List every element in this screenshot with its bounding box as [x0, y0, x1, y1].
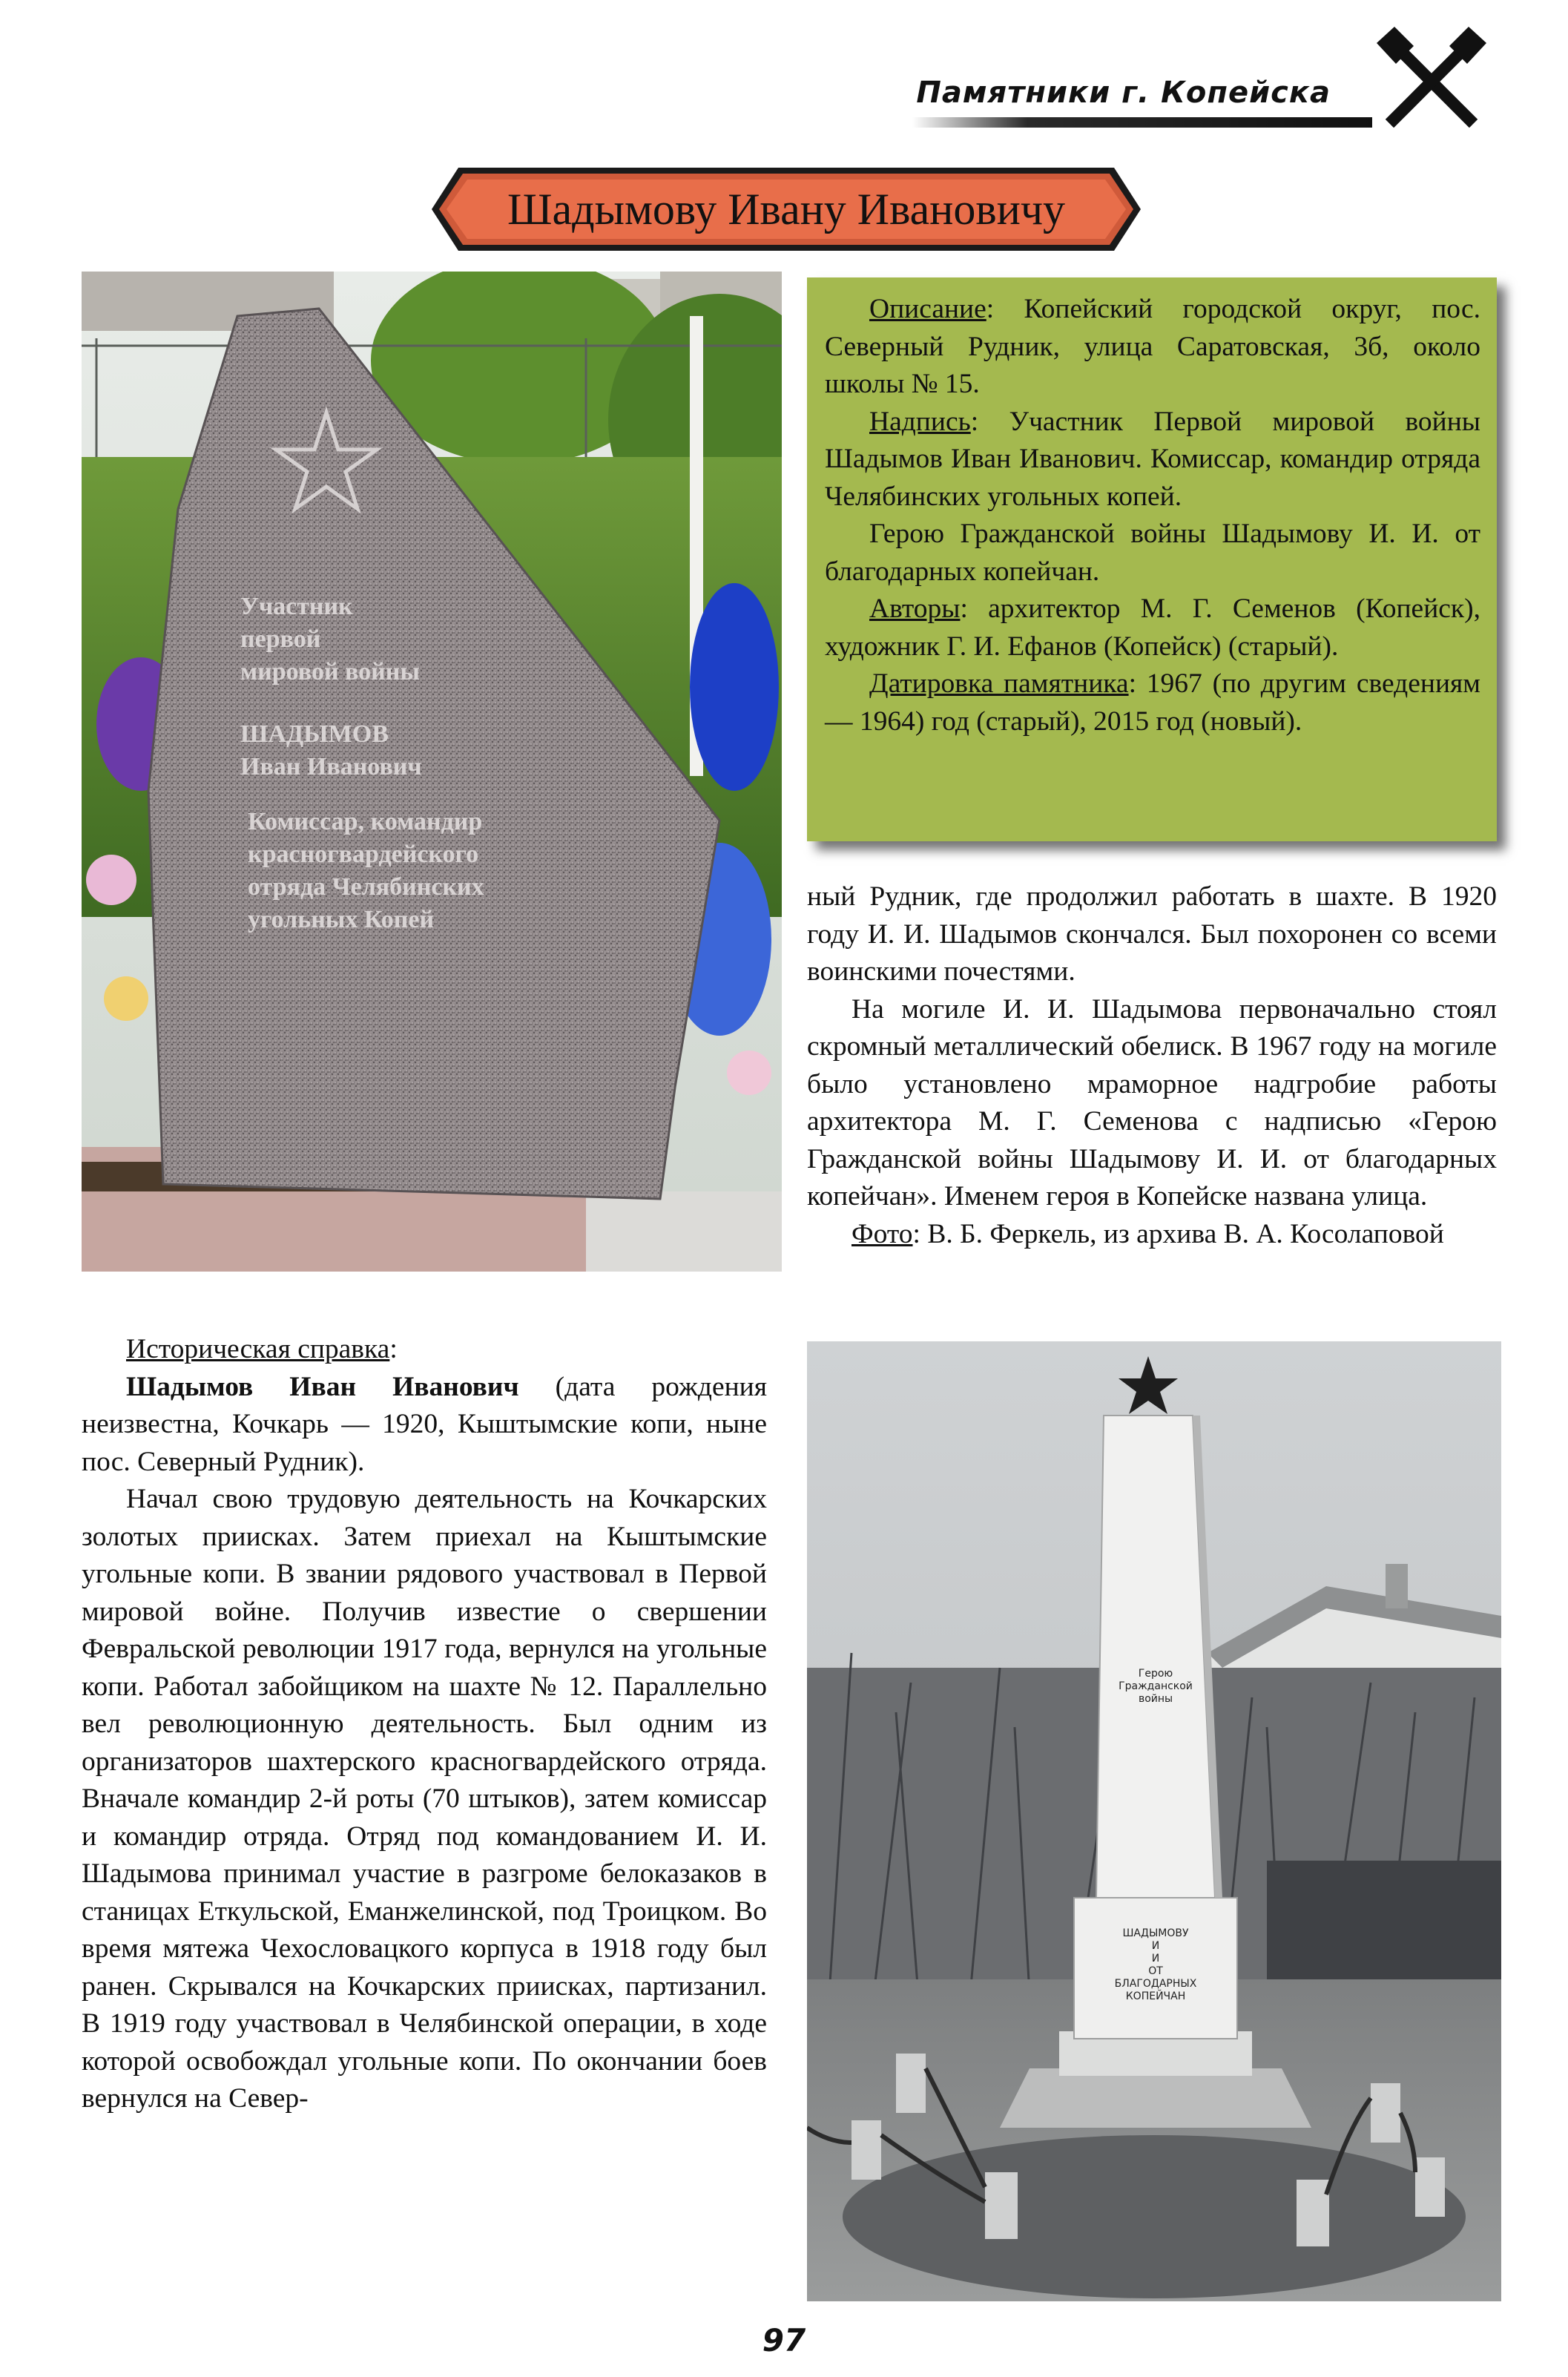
stele-line: Иван Иванович	[240, 753, 422, 780]
body-paragraph: Начал свою трудовую деятельность на Кочкарских золотых приисках. Затем приехал на Кыштымские угольные копи. В звании рядового участвовал в Первой мировой войне. Получив известие о свершении Февральской революции 1917 года, вернулся на угольные копи. Работал забойщиком на шахте № 12. Параллельно вел революционную деятельность. Был одним из организаторов шахтерского красногвардейского отряда. Вначале командир 2-й роты (70 штыков), затем комиссар и командир отряда. Отряд под командованием И. И. Шадымова принимал участие в разгроме белоказаков в станицах Еткульской, Еманжелинской, под Троицком. Во время мятежа Чехословацкого корпуса в 1918 году был ранен. Скрывался на Кочкарских приисках, партизанил. В 1919 году участвовал в Челябинской операции, в ходе которой освобождал угольные копи. По окончании боев вернулся на Север-	[82, 1484, 767, 2114]
historical-note-label: Историческая справка	[126, 1334, 390, 1364]
description-text	[825, 291, 1480, 740]
stele-inscription	[240, 591, 611, 936]
obelisk-line: Герою	[1138, 1668, 1173, 1680]
right-column-text	[807, 878, 1497, 1253]
inscription-paragraph	[825, 404, 1480, 516]
obelisk-line: ОТ	[1148, 1965, 1163, 1977]
stele-line: угольных Копей	[248, 906, 435, 933]
description-value: : Копейский городской округ, пос. Северный Рудник, улица Саратовская, 3б, около школы № 15.	[825, 294, 1480, 399]
granite-stele-photo	[82, 272, 782, 1272]
authors-paragraph	[825, 591, 1480, 665]
description-label: Описание	[869, 294, 986, 324]
date-value: : 1967 (по другим сведениям — 1964) год (старый), 2015 год (новый).	[825, 668, 1480, 737]
stele-line: первой	[240, 625, 321, 653]
authors-label: Авторы	[869, 594, 961, 624]
person-dates: (дата рождения неизвестна, Кочкарь — 1920, Кыштымские копи, ныне пос. Северный Рудник).	[82, 1371, 767, 1477]
stele-line: мировой войны	[240, 658, 420, 686]
obelisk-line: КОПЕЙЧАН	[1125, 1990, 1186, 2002]
date-label: Датировка памятника	[869, 668, 1129, 699]
obelisk-line: БЛАГОДАРНЫХ	[1114, 1978, 1197, 1990]
crossed-hammers-icon	[1372, 22, 1491, 141]
authors-value: : архитектор М. Г. Семенов (Копейск), художник Г. И. Ефанов (Копейск) (старый).	[825, 594, 1480, 662]
historical-note-colon: :	[389, 1334, 398, 1364]
stele-line: ШАДЫМОВ	[240, 720, 389, 748]
inscription-paragraph-2: Герою Гражданской войны Шадымову И. И. от благодарных копейчан.	[825, 519, 1480, 587]
photo-credit-label: Фото	[851, 1218, 913, 1249]
historical-note-heading	[82, 1331, 767, 1369]
stele-line: красногвардейского	[248, 841, 479, 868]
photo-credit-value: : В. Б. Феркель, из архива В. А. Косолаповой	[912, 1218, 1444, 1249]
person-name: Шадымов Иван Иванович	[126, 1371, 519, 1402]
description-paragraph	[825, 291, 1480, 404]
obelisk-upper-inscription	[1119, 1668, 1193, 1706]
obelisk-photo	[807, 1341, 1501, 2301]
obelisk-line: И	[1151, 1940, 1160, 1952]
stele-line: отряда Челябинских	[248, 873, 484, 901]
running-title: Памятники г. Копейска	[916, 76, 1331, 110]
inscription-label: Надпись	[869, 406, 971, 437]
obelisk-line: И	[1151, 1953, 1160, 1965]
obelisk-line: Гражданской	[1119, 1680, 1193, 1692]
page-number: 97	[762, 2322, 806, 2358]
page-title: Шадымову Ивану Ивановичу	[507, 184, 1066, 234]
stele-line: Участник	[240, 593, 353, 620]
inscription-value: : Участник Первой мировой войны Шадымов Иван Иванович. Комиссар, командир отряда Челябинских угольных копей.	[825, 406, 1480, 512]
photo-credit	[807, 1216, 1497, 1254]
body-paragraph: На могиле И. И. Шадымова первоначально стоял скромный металлический обелиск. В 1967 году на могиле было установлено мраморное надгробие работы архитектора М. Г. Семенова с надписью «Герою Гражданской войны Шадымову И. И. от благодарных копейчан». Именем героя в Копейске названа улица.	[807, 993, 1497, 1211]
date-paragraph	[825, 665, 1480, 740]
obelisk-lower-inscription	[1089, 1927, 1222, 2003]
stele-line: Комиссар, командир	[248, 808, 483, 835]
obelisk-line: войны	[1138, 1693, 1173, 1705]
historical-note	[82, 1331, 767, 2118]
body-paragraph: ный Рудник, где продолжил работать в шахте. В 1920 году И. И. Шадымов скончался. Был похоронен со всеми воинскими почестями.	[807, 881, 1497, 987]
obelisk-line: ШАДЫМОВУ	[1122, 1927, 1189, 1939]
obelisk-photo-graphic	[807, 1341, 1501, 2301]
body-paragraph	[82, 1369, 767, 1482]
header-rule	[912, 117, 1372, 128]
